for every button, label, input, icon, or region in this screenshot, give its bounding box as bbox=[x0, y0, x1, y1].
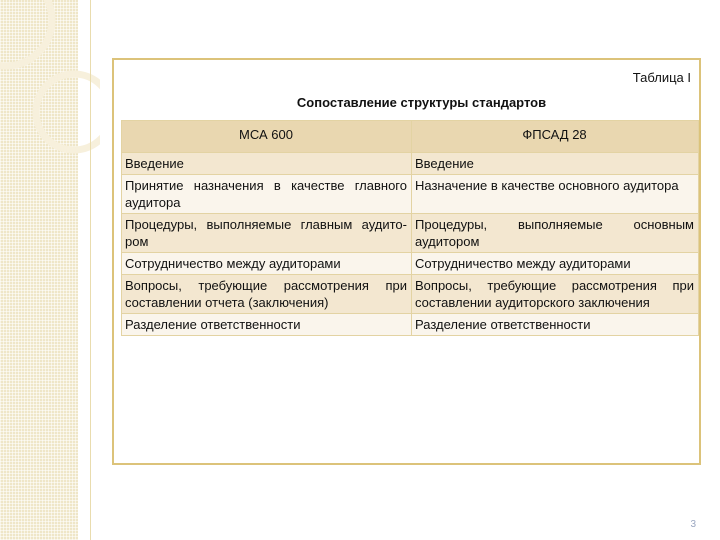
table-cell: Введение bbox=[412, 153, 699, 175]
page-number: 3 bbox=[690, 519, 696, 530]
table-frame bbox=[112, 58, 701, 465]
table-row bbox=[122, 153, 699, 175]
table-cell: Назначение в качестве основного аудитора bbox=[412, 175, 699, 214]
comparison-table bbox=[121, 120, 699, 336]
decorative-circles bbox=[0, 0, 100, 540]
header-fpsad28: ФПСАД 28 bbox=[412, 121, 699, 153]
table-cell: Введение bbox=[122, 153, 412, 175]
table-cell: Сотрудничество между аудиторами bbox=[412, 253, 699, 275]
table-cell: Процедуры, выполняемые основным аудитором bbox=[412, 214, 699, 253]
table-cell: Сотрудничество между аудиторами bbox=[122, 253, 412, 275]
table-title: Сопоставление структуры стандартов bbox=[296, 95, 547, 110]
header-msa600: МСА 600 bbox=[122, 121, 412, 153]
table-row bbox=[122, 253, 699, 275]
vertical-divider-line bbox=[90, 0, 91, 540]
table-cell: Вопросы, требующие рассмотрения при составлении отчета (заключения) bbox=[122, 275, 412, 314]
table-header-row bbox=[122, 121, 699, 153]
table-caption: Таблица I bbox=[632, 70, 691, 85]
table-row bbox=[122, 314, 699, 336]
table-row bbox=[122, 214, 699, 253]
table-cell: Процедуры, выполняемые главным аудито-ром bbox=[122, 214, 412, 253]
table-cell: Вопросы, требующие рассмотрения при составлении аудиторского заключения bbox=[412, 275, 699, 314]
table-cell: Принятие назначения в качестве главного аудитора bbox=[122, 175, 412, 214]
table-row bbox=[122, 275, 699, 314]
table-cell: Разделение ответственности bbox=[122, 314, 412, 336]
table-cell: Разделение ответственности bbox=[412, 314, 699, 336]
table-row bbox=[122, 175, 699, 214]
